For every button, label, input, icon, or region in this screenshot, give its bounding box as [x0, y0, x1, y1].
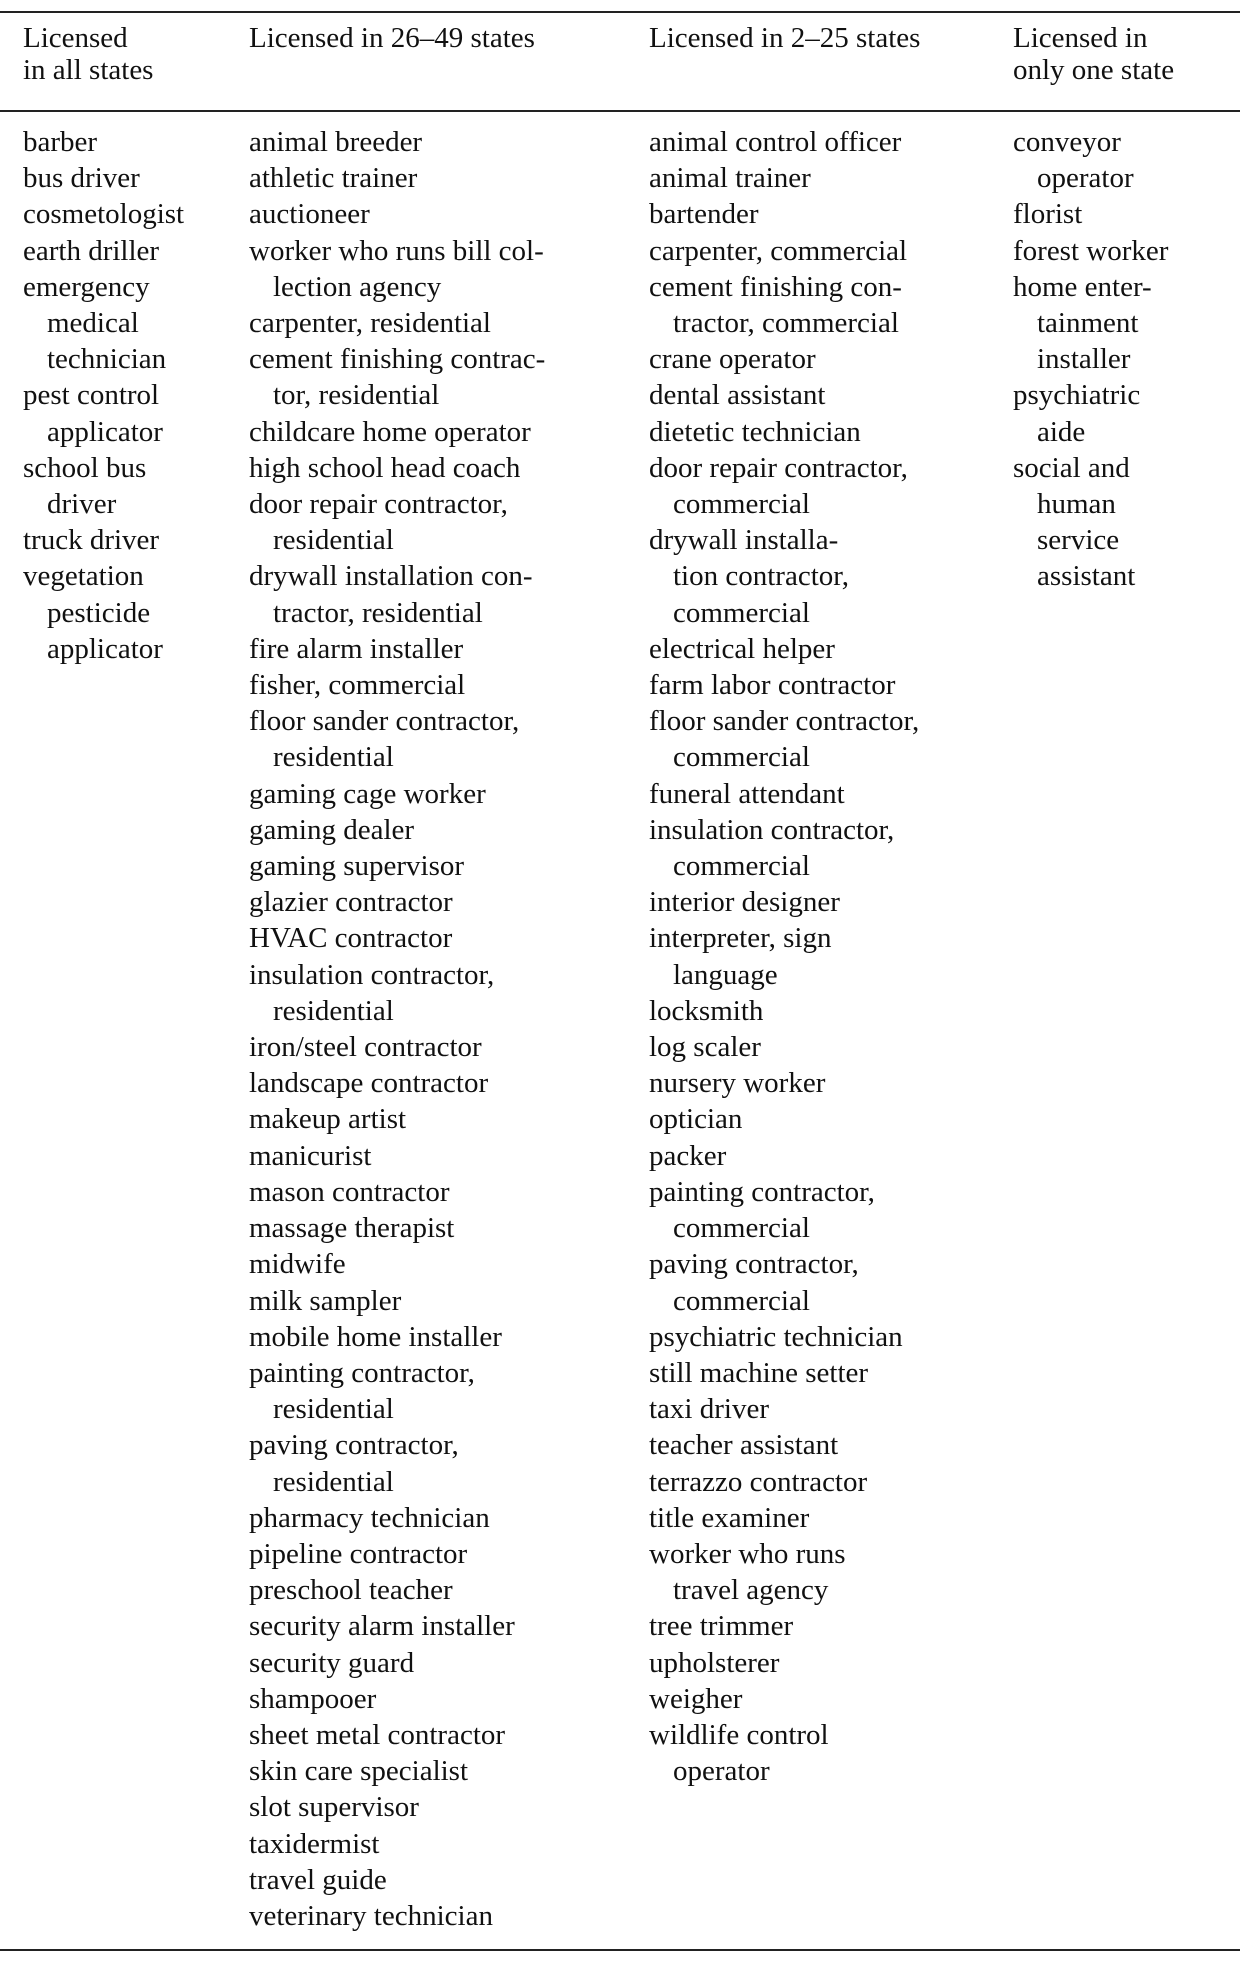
occupation-text: psychiatric: [1013, 379, 1141, 412]
list-item: [649, 233, 919, 269]
occupation-text: interior designer: [649, 886, 840, 919]
occupation-text: childcare home operator: [249, 415, 531, 448]
occupation-text: dietetic technician: [649, 415, 861, 448]
occupation-text: gaming supervisor: [249, 850, 465, 883]
occupation-text: pipeline contractor: [249, 1537, 468, 1570]
list-item: [649, 920, 919, 992]
occupation-text: commercial: [673, 1284, 810, 1317]
occupation-text: lection agency: [273, 270, 442, 303]
list-item: [249, 1246, 545, 1282]
list-item: [249, 812, 545, 848]
occupation-text: preschool teacher: [249, 1574, 453, 1607]
list-item: [249, 341, 545, 413]
list-item: [249, 1427, 545, 1499]
list-item: [249, 1500, 545, 1536]
list-item: [249, 1283, 545, 1319]
occupation-text: log scaler: [649, 1031, 761, 1064]
occupation-text: residential: [273, 1465, 394, 1498]
occupation-text: electrical helper: [649, 632, 835, 665]
occupation-text: animal breeder: [249, 126, 423, 158]
table-bottom-rule: [0, 1949, 1240, 1951]
occupation-text: manicurist: [249, 1139, 372, 1172]
occupation-text: tor, residential: [273, 379, 440, 412]
occupation-text: paving contractor,: [249, 1429, 459, 1462]
list-item: [649, 1029, 919, 1065]
list-item: [23, 522, 184, 558]
list-item: [249, 1319, 545, 1355]
list-item: [23, 124, 184, 160]
occupation-text: gaming cage worker: [249, 777, 486, 810]
occupation-text: upholsterer: [649, 1646, 780, 1679]
occupation-text: insulation contractor,: [649, 813, 895, 846]
list-item: [249, 1608, 545, 1644]
occupation-text: crane operator: [649, 343, 816, 376]
list-item: [23, 558, 184, 667]
occupation-text: residential: [273, 994, 394, 1027]
occupation-text: emergency: [23, 270, 150, 303]
list-item: [649, 812, 919, 884]
occupation-text: optician: [649, 1103, 743, 1136]
occupation-text: landscape contractor: [249, 1067, 489, 1100]
list-item: [1013, 377, 1168, 449]
list-item: [249, 703, 545, 775]
occupation-text: taxi driver: [649, 1393, 769, 1426]
list-item: [249, 1572, 545, 1608]
occupation-text: terrazzo contractor: [649, 1465, 868, 1498]
occupation-text: earth driller: [23, 234, 160, 267]
list-item: [649, 341, 919, 377]
occupation-text: home enter-: [1013, 270, 1152, 303]
occupation-text: residential: [273, 524, 394, 557]
occupation-text: barber: [23, 126, 98, 158]
occupation-text: technician: [47, 343, 167, 376]
occupation-text: medical: [47, 307, 139, 340]
occupation-text: floor sander contractor,: [249, 705, 520, 738]
occupation-text: forest worker: [1013, 234, 1169, 267]
list-item: [649, 1427, 919, 1463]
list-item: [249, 1789, 545, 1825]
occupation-text: floor sander contractor,: [649, 705, 920, 738]
occupation-text: cement finishing con-: [649, 270, 902, 303]
list-item: [249, 414, 545, 450]
occupation-text: athletic trainer: [249, 162, 418, 195]
occupation-text: sheet metal contractor: [249, 1718, 506, 1751]
list-item: [249, 848, 545, 884]
occupation-text: residential: [273, 1393, 394, 1426]
list-item: [249, 1898, 545, 1934]
list-item: [649, 124, 919, 160]
list-item: [249, 1826, 545, 1862]
occupation-text: tractor, commercial: [673, 307, 899, 340]
occupation-text: fisher, commercial: [249, 669, 466, 702]
occupation-text: travel guide: [249, 1863, 387, 1896]
occupation-text: residential: [273, 741, 394, 774]
occupation-list: [1013, 124, 1168, 595]
occupation-text: HVAC contractor: [249, 922, 453, 955]
occupation-text: applicator: [47, 415, 163, 448]
list-item: [23, 269, 184, 378]
occupation-text: milk sampler: [249, 1284, 402, 1317]
list-item: [649, 1717, 919, 1789]
occupation-text: animal control officer: [649, 126, 902, 158]
occupation-text: tractor, residential: [273, 596, 483, 629]
list-item: [649, 1464, 919, 1500]
occupation-text: assistant: [1037, 560, 1136, 593]
list-item: [649, 1319, 919, 1355]
occupation-text: commercial: [673, 850, 810, 883]
occupation-text: paving contractor,: [649, 1248, 859, 1281]
occupation-text: travel agency: [673, 1574, 829, 1607]
column-header: Licensed in only one state: [1013, 22, 1175, 86]
occupation-text: mobile home installer: [249, 1320, 502, 1353]
table-header-rule: [0, 110, 1240, 112]
list-item: [649, 1138, 919, 1174]
occupation-text: interpreter, sign: [649, 922, 832, 955]
occupation-text: teacher assistant: [649, 1429, 839, 1462]
occupation-text: florist: [1013, 198, 1083, 231]
occupation-text: tion contractor,: [673, 560, 849, 593]
occupation-text: massage therapist: [249, 1212, 455, 1245]
occupation-text: drywall installa-: [649, 524, 839, 557]
list-item: [649, 1246, 919, 1318]
occupation-text: pest control: [23, 379, 160, 412]
list-item: [649, 522, 919, 631]
list-item: [649, 1536, 919, 1608]
list-item: [649, 1355, 919, 1391]
occupation-text: makeup artist: [249, 1103, 407, 1136]
occupation-text: truck driver: [23, 524, 160, 557]
occupation-text: insulation contractor,: [249, 958, 495, 991]
list-item: [249, 1753, 545, 1789]
list-item: [649, 450, 919, 522]
column-header: Licensed in all states: [23, 22, 154, 86]
occupation-text: worker who runs: [649, 1537, 846, 1570]
list-item: [649, 631, 919, 667]
list-item: [249, 884, 545, 920]
list-item: [649, 1101, 919, 1137]
occupation-text: glazier contractor: [249, 886, 453, 919]
occupation-text: fire alarm installer: [249, 632, 464, 665]
occupation-text: language: [673, 958, 778, 991]
column-header: Licensed in 2–25 states: [649, 22, 921, 54]
occupation-text: worker who runs bill col-: [249, 234, 544, 267]
occupation-text: door repair contractor,: [249, 488, 508, 521]
list-item: [23, 377, 184, 449]
occupation-text: cement finishing contrac-: [249, 343, 546, 376]
list-item: [249, 631, 545, 667]
list-item: [649, 160, 919, 196]
list-item: [649, 1391, 919, 1427]
occupation-text: vegetation: [23, 560, 144, 593]
list-item: [649, 993, 919, 1029]
list-item: [249, 1101, 545, 1137]
list-item: [249, 1355, 545, 1427]
occupation-text: commercial: [673, 488, 810, 521]
occupation-text: installer: [1037, 343, 1131, 376]
occupation-text: mason contractor: [249, 1175, 450, 1208]
occupation-text: locksmith: [649, 994, 764, 1027]
occupation-text: cosmetologist: [23, 198, 185, 231]
occupation-text: carpenter, commercial: [649, 234, 908, 267]
occupation-text: wildlife control: [649, 1718, 829, 1751]
occupation-list: [249, 124, 545, 1934]
occupation-list: [649, 124, 919, 1789]
list-item: [1013, 233, 1168, 269]
occupation-text: packer: [649, 1139, 727, 1172]
list-item: [249, 1029, 545, 1065]
list-item: [249, 124, 545, 160]
occupation-text: animal trainer: [649, 162, 811, 195]
list-item: [23, 196, 184, 232]
list-item: [249, 776, 545, 812]
list-item: [249, 667, 545, 703]
occupation-text: human: [1037, 488, 1116, 521]
list-item: [649, 703, 919, 775]
list-item: [1013, 450, 1168, 595]
list-item: [249, 1138, 545, 1174]
list-item: [649, 667, 919, 703]
occupation-text: painting contractor,: [649, 1175, 875, 1208]
occupation-text: drywall installation con-: [249, 560, 533, 593]
occupation-text: high school head coach: [249, 451, 521, 484]
occupation-text: painting contractor,: [249, 1356, 475, 1389]
occupation-text: bus driver: [23, 162, 140, 195]
list-item: [249, 450, 545, 486]
occupation-text: taxidermist: [249, 1827, 380, 1860]
occupation-text: nursery worker: [649, 1067, 826, 1100]
list-item: [1013, 196, 1168, 232]
occupation-text: school bus: [23, 451, 147, 484]
list-item: [249, 160, 545, 196]
occupation-text: aide: [1037, 415, 1086, 448]
occupation-text: psychiatric technician: [649, 1320, 903, 1353]
column-header: Licensed in 26–49 states: [249, 22, 535, 54]
list-item: [249, 305, 545, 341]
list-item: [23, 450, 184, 522]
occupation-text: driver: [47, 488, 117, 521]
occupation-text: funeral attendant: [649, 777, 845, 810]
list-item: [1013, 269, 1168, 378]
list-item: [249, 1174, 545, 1210]
list-item: [649, 1645, 919, 1681]
list-item: [249, 957, 545, 1029]
occupation-text: operator: [1037, 162, 1134, 195]
occupation-text: carpenter, residential: [249, 307, 491, 340]
list-item: [249, 1210, 545, 1246]
list-item: [649, 1681, 919, 1717]
occupation-text: conveyor: [1013, 126, 1121, 158]
list-item: [249, 1862, 545, 1898]
list-item: [249, 1717, 545, 1753]
occupation-text: veterinary technician: [249, 1899, 493, 1932]
list-item: [23, 160, 184, 196]
list-item: [249, 558, 545, 630]
list-item: [249, 196, 545, 232]
list-item: [649, 414, 919, 450]
list-item: [1013, 124, 1168, 196]
list-item: [249, 486, 545, 558]
list-item: [249, 1681, 545, 1717]
list-item: [649, 776, 919, 812]
occupation-text: commercial: [673, 741, 810, 774]
list-item: [649, 1065, 919, 1101]
occupation-text: pharmacy technician: [249, 1501, 490, 1534]
occupation-text: slot supervisor: [249, 1791, 419, 1824]
occupation-text: pesticide: [47, 596, 151, 629]
occupation-text: service: [1037, 524, 1120, 557]
list-item: [649, 1500, 919, 1536]
occupation-text: commercial: [673, 596, 810, 629]
occupation-text: midwife: [249, 1248, 346, 1281]
occupation-text: bartender: [649, 198, 759, 231]
list-item: [649, 269, 919, 341]
occupation-text: social and: [1013, 451, 1130, 484]
occupation-text: tree trimmer: [649, 1610, 794, 1643]
list-item: [23, 233, 184, 269]
occupation-text: farm labor contractor: [649, 669, 896, 702]
occupation-text: commercial: [673, 1212, 810, 1245]
list-item: [649, 1608, 919, 1644]
occupation-text: door repair contractor,: [649, 451, 908, 484]
occupation-text: applicator: [47, 632, 163, 665]
table-top-rule: [0, 11, 1240, 13]
list-item: [249, 1065, 545, 1101]
list-item: [249, 1536, 545, 1572]
occupation-text: auctioneer: [249, 198, 370, 231]
occupation-text: dental assistant: [649, 379, 826, 412]
occupation-text: operator: [673, 1755, 770, 1788]
occupation-text: tainment: [1037, 307, 1139, 340]
list-item: [249, 920, 545, 956]
list-item: [649, 196, 919, 232]
occupation-text: iron/steel contractor: [249, 1031, 482, 1064]
occupation-text: security guard: [249, 1646, 415, 1679]
list-item: [249, 1645, 545, 1681]
occupation-text: skin care specialist: [249, 1755, 469, 1788]
list-item: [649, 377, 919, 413]
list-item: [649, 1174, 919, 1246]
occupation-text: gaming dealer: [249, 813, 415, 846]
list-item: [249, 233, 545, 305]
list-item: [649, 884, 919, 920]
occupation-list: [23, 124, 184, 667]
occupation-text: security alarm installer: [249, 1610, 515, 1643]
occupation-text: shampooer: [249, 1682, 377, 1715]
occupation-text: still machine setter: [649, 1356, 869, 1389]
occupation-text: title examiner: [649, 1501, 810, 1534]
occupation-text: weigher: [649, 1682, 743, 1715]
